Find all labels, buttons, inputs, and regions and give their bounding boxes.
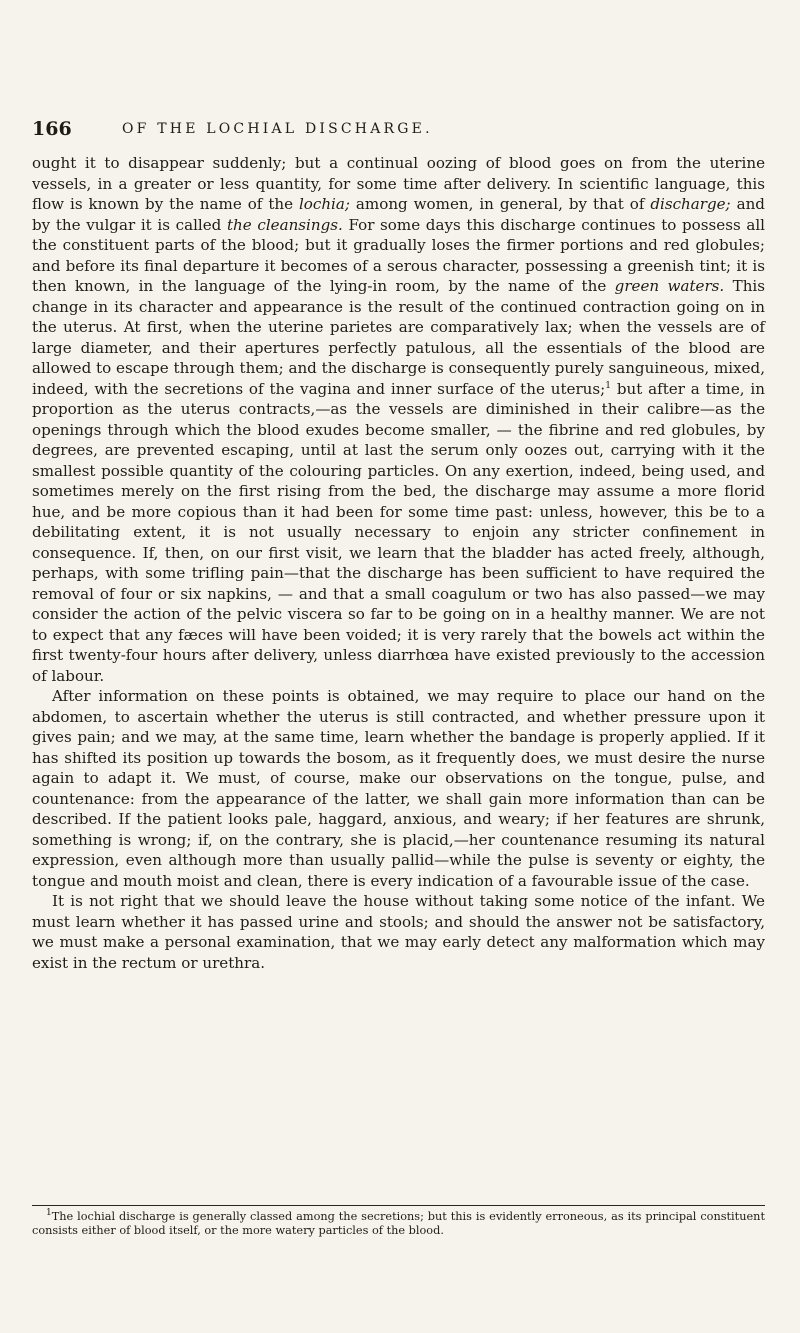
text-run: After information on these points is obtained, we may require to place our hand on the abdomen, to ascertain whether the uterus is still contracted, and whether pressure upon it gives pain; and we may, at the same time, learn whether the bandage is properly applied. If it has shifted its position up towards the bosom, as it frequently does, we must desire the nurse again to adapt it. We must, of course, make our observations on the tongue, pulse, and countenance: from the appearance of the latter, we shall gain more information than can be described. If the patient looks pale, haggard, anxious, and weary; if her features are shrunk, something is wrong; if, on the contrary, she is placid,—her countenance resuming its natural expression, even although more than usually pallid—while the pulse is seventy or eighty, the tongue and mouth moist and clean, there is every indication of a favourable issue of the case.: [32, 687, 765, 890]
text-run: and by the vulgar it is called: [32, 195, 765, 234]
text-run: ought it to disappear suddenly; but a continual oozing of blood goes on from the uterine vessels, in a greater or less quantity, for some time after delivery. In scientific language, this flow is known by the name of the: [32, 154, 765, 213]
text-run: This change in its character and appearance is the result of the continued contraction going on in the uterus. At first, when the uterine parietes are comparatively lax; when the vessels are of large diameter, and their apertures perfectly patulous, all the essentials of the blood are allowed to escape through them; and the discharge is consequently purely sanguineous, mixed, indeed, with the secretions of the vagina and inner surface of the uterus;: [32, 277, 765, 398]
footnote: [32, 1210, 765, 1238]
text-run: among women, in general, by that of: [349, 195, 651, 213]
text-run: the cleansings.: [226, 215, 343, 234]
text-run: discharge;: [650, 195, 731, 213]
paragraph: [32, 153, 765, 686]
footnote-marker: 1: [46, 1208, 52, 1219]
running-head: OF THE LOCHIAL DISCHARGE.: [122, 121, 433, 137]
body-text: [32, 153, 765, 973]
footnote-reference: 1: [605, 380, 611, 391]
footnote-rule: [32, 1205, 765, 1206]
text-run: It is not right that we should leave the house without taking some notice of the infant. We must learn whether it has passed urine and stools; and should the answer not be satisfactory, we must make a personal examination, that we may early detect any malformation which may exist in the rectum or urethra.: [32, 892, 765, 972]
page-header: [32, 118, 768, 144]
text-run: lochia;: [298, 195, 350, 213]
paragraph: [32, 891, 765, 973]
page-number: 166: [32, 118, 72, 140]
text-run: green waters.: [614, 277, 725, 295]
footnote-text: The lochial discharge is generally classed among the secretions; but this is evidently erroneous, as its principal constituent consists either of blood itself, or the more watery particles of the blood.: [32, 1210, 765, 1237]
text-run: For some days this discharge continues to possess all the constituent parts of the blood; but it gradually loses the firmer portions and red globules; and before its final departure it becomes of a serous character, possessing a greenish tint; it is then known, in the language of the lying-in room, by the name of the: [32, 215, 765, 295]
text-run: but after a time, in proportion as the uterus contracts,—as the vessels are diminished in their calibre—as the openings through which the blood exudes become smaller, — the fibrine and red globules, by degrees, are prevented escaping, until at last the serum only oozes out, carrying with it the smallest possible quantity of the colouring particles. On any exertion, indeed, being used, and sometimes merely on the first rising from the bed, the discharge may assume a more florid hue, and be more copious than it had been for some time past: unless, however, this be to a debilitating extent, it is not usually necessary to enjoin any stricter confinement in consequence. If, then, on our first visit, we learn that the bladder has acted freely, although, perhaps, with some trifling pain—that the discharge has been sufficient to have required the removal of four or six napkins, — and that a small coagulum or two has also passed—we may consider the action of the pelvic viscera so far to be going on in a healthy manner. We are not to expect that any fæces will have been voided; it is very rarely that the bowels act within the first twenty-four hours after delivery, unless diarrhœa have existed previously to the accession of labour.: [32, 379, 765, 685]
paragraph: [32, 686, 765, 891]
